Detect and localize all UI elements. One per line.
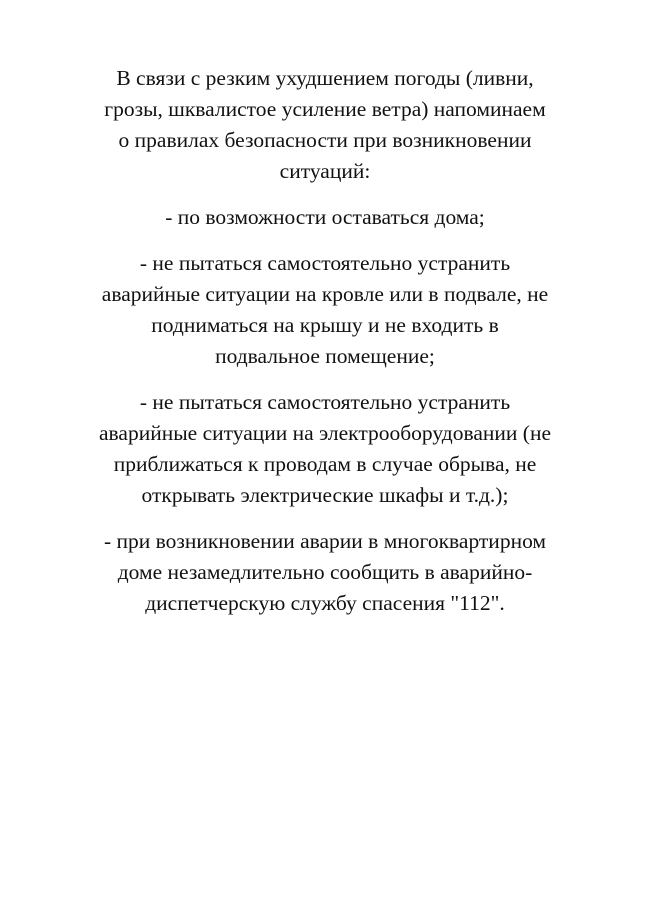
text-line: подвальное помещение; [215,344,435,368]
text-line: аварийные ситуации на кровле или в подвале, не [101,282,549,306]
safety-notice [90,63,560,634]
text-line: ситуаций: [279,159,371,183]
emergency-call-item [90,526,560,619]
text-line: приближаться к проводам в случае обрыва, не [113,452,537,476]
text-line: аварийные ситуации на электрооборудовании (не [98,421,551,445]
text-line: - не пытаться самостоятельно устранить [139,390,511,414]
text-line: В связи с резким ухудшением погоды (ливни, [116,66,534,90]
text-line: доме незамедлительно сообщить в аварийно- [117,560,533,584]
stay-home-item [90,202,560,233]
text-line: грозы, шквалистое усиление ветра) напоминаем [104,97,546,121]
text-line: о правилах безопасности при возникновении [118,128,532,152]
text-line: подниматься на крышу и не входить в [151,313,499,337]
text-line: диспетчерскую службу спасения "112". [145,591,505,615]
text-line: - не пытаться самостоятельно устранить [139,251,511,275]
electrical-item [90,387,560,511]
roof-basement-item [90,248,560,372]
intro-paragraph [90,63,560,187]
text-line: - при возникновении аварии в многоквартирном [103,529,547,553]
text-line: открывать электрические шкафы и т.д.); [141,483,509,507]
text-line: - по возможности оставаться дома; [165,205,485,229]
